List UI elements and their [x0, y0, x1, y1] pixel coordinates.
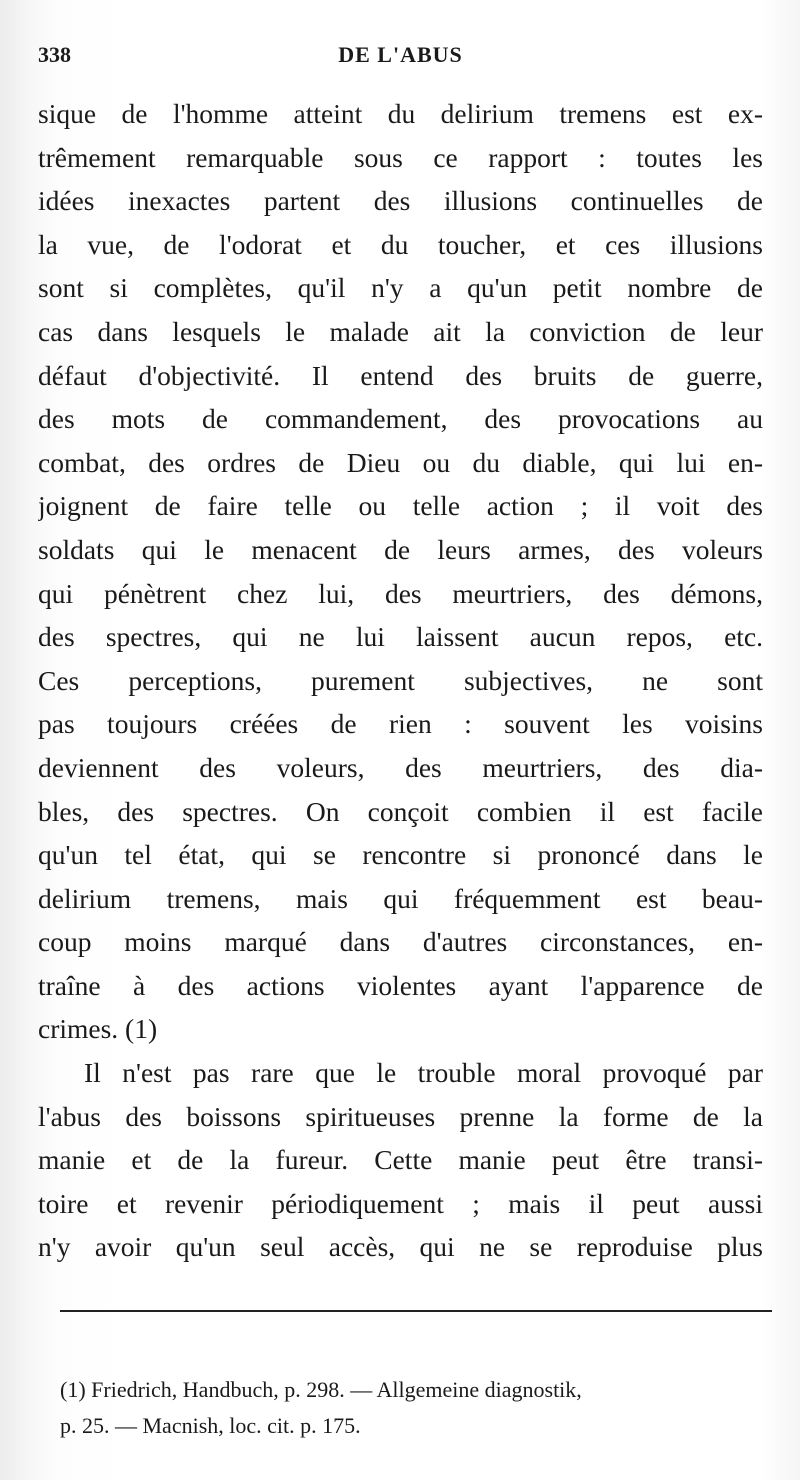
- text-line: combat, des ordres de Dieu ou du diable, qui lui en-: [38, 446, 763, 478]
- text-line: l'abus des boissons spiritueuses prenne la forme de la: [38, 1100, 763, 1132]
- footnote-line: (1) Friedrich, Handbuch, p. 298. — Allgemeine diagnostik,: [60, 1377, 582, 1402]
- page-number: 338: [38, 42, 71, 67]
- text-line: soldats qui le menacent de leurs armes, des voleurs: [38, 533, 763, 565]
- text-line: Ces perceptions, purement subjectives, ne sont: [38, 664, 763, 696]
- text-line: Il n'est pas rare que le trouble moral provoqué par: [84, 1057, 763, 1089]
- text-line: trêmement remarquable sous ce rapport : toutes les: [38, 141, 763, 173]
- text-line: coup moins marqué dans d'autres circonstances, en-: [38, 926, 763, 958]
- footnote-rule: [60, 1310, 772, 1312]
- body-text: [38, 92, 763, 1269]
- text-line: cas dans lesquels le malade ait la conviction de leur: [38, 315, 763, 347]
- text-line: traîne à des actions violentes ayant l'apparence de: [38, 969, 763, 1001]
- text-line: des mots de commandement, des provocations au: [38, 403, 763, 435]
- text-line: crimes. (1): [38, 1013, 158, 1045]
- text-line: bles, des spectres. On conçoit combien il est facile: [38, 795, 763, 827]
- text-line: sont si complètes, qu'il n'y a qu'un petit nombre de: [38, 272, 763, 304]
- text-line: qu'un tel état, qui se rencontre si prononcé dans le: [38, 839, 763, 871]
- text-line: toire et revenir périodiquement ; mais il peut aussi: [38, 1187, 763, 1219]
- page-header: [38, 42, 763, 76]
- text-line: défaut d'objectivité. Il entend des bruits de guerre,: [38, 359, 763, 391]
- text-line: des spectres, qui ne lui laissent aucun repos, etc.: [38, 621, 763, 653]
- text-line: deviennent des voleurs, des meurtriers, des dia-: [38, 751, 763, 783]
- text-line: pas toujours créées de rien : souvent les voisins: [38, 708, 763, 740]
- text-line: n'y avoir qu'un seul accès, qui ne se reproduise plus: [38, 1231, 763, 1263]
- text-line: qui pénètrent chez lui, des meurtriers, des démons,: [38, 577, 763, 609]
- text-line: delirium tremens, mais qui fréquemment est beau-: [38, 882, 763, 914]
- text-line: joignent de faire telle ou telle action ; il voit des: [38, 490, 763, 522]
- footnote-line: p. 25. — Macnish, loc. cit. p. 175.: [60, 1413, 361, 1438]
- text-line: sique de l'homme atteint du delirium tremens est ex-: [38, 98, 763, 129]
- running-title: DE L'ABUS: [338, 42, 463, 67]
- text-line: manie et de la fureur. Cette manie peut être transi-: [38, 1144, 763, 1176]
- footnote: [60, 1372, 772, 1444]
- text-line: la vue, de l'odorat et du toucher, et ces illusions: [38, 228, 763, 260]
- text-line: idées inexactes partent des illusions continuelles de: [38, 185, 763, 217]
